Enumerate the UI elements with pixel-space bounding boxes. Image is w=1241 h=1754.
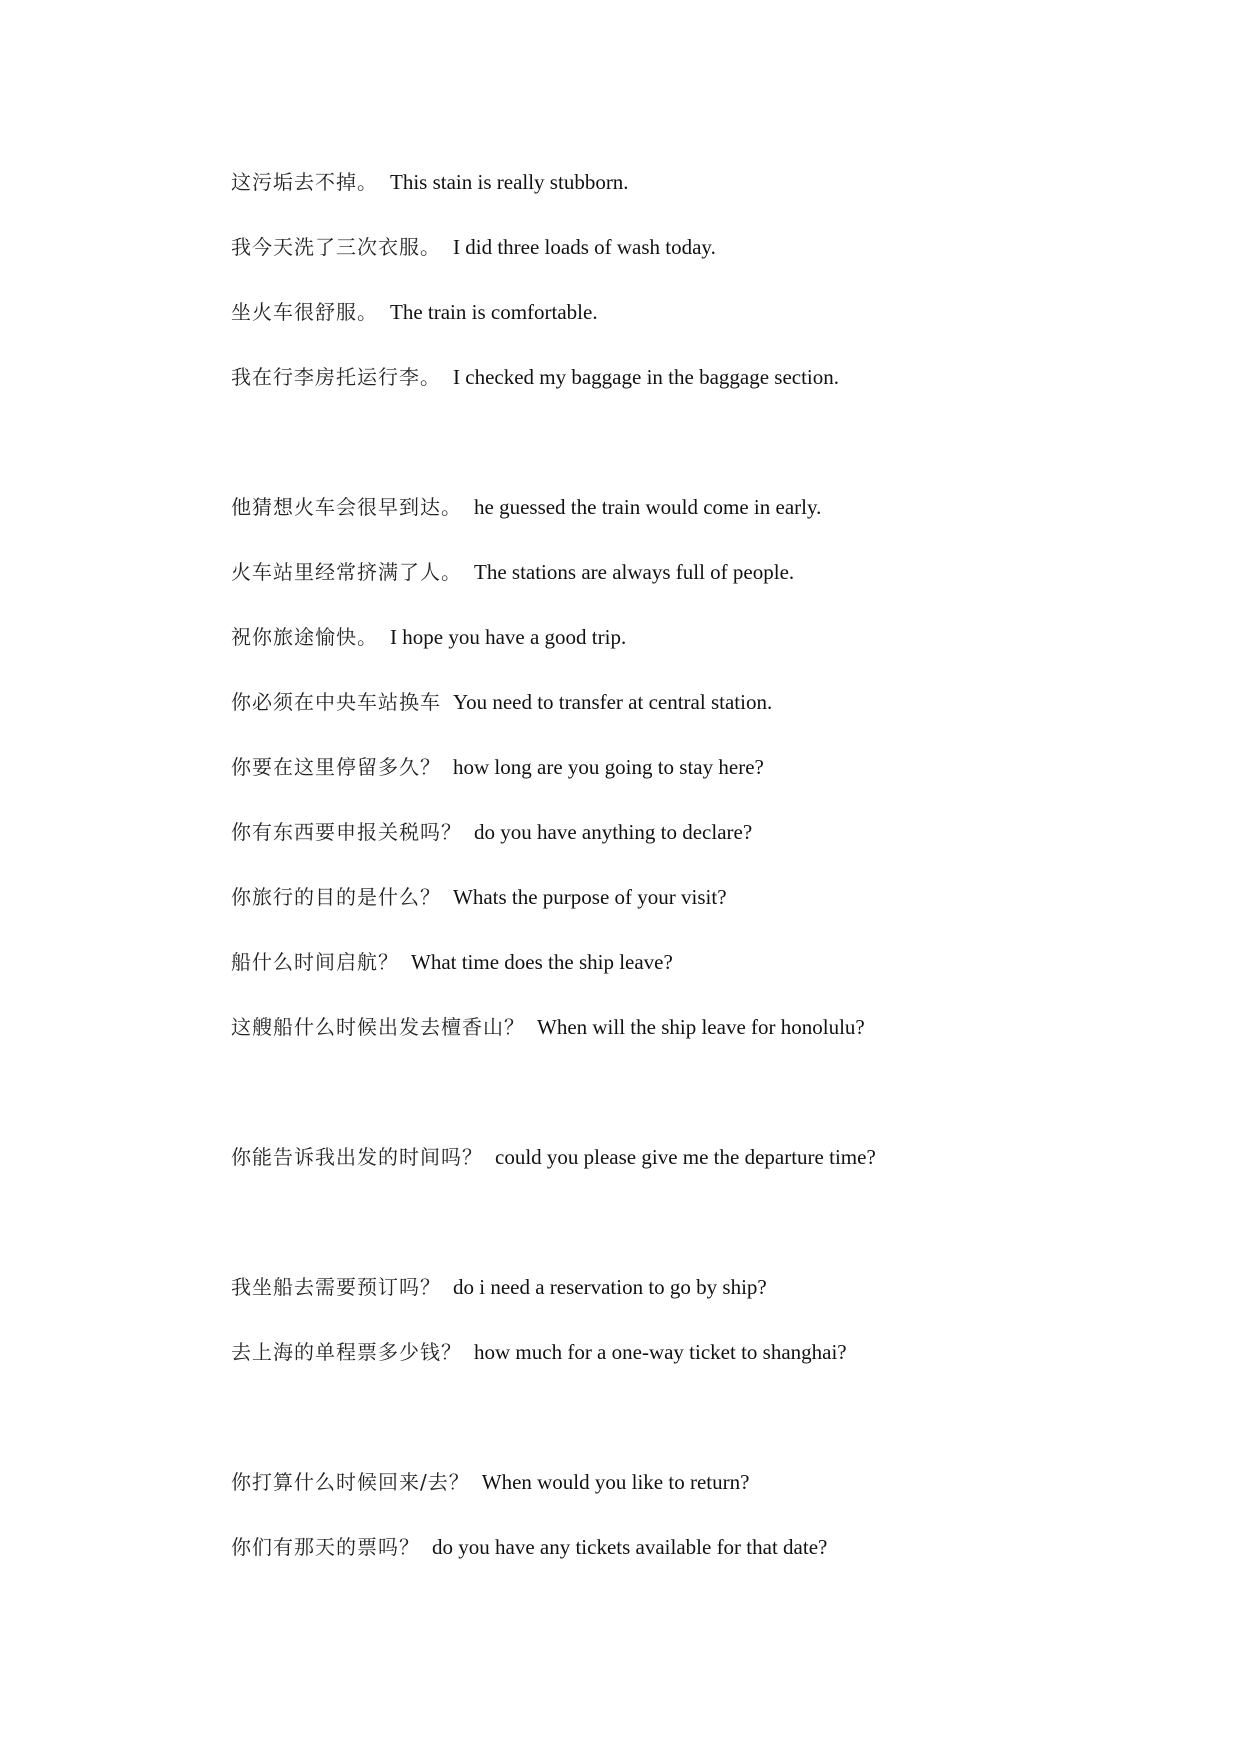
phrase-line: [231, 883, 727, 911]
phrase-line: [231, 623, 626, 651]
phrase-line: [231, 1338, 847, 1366]
phrase-line: [231, 818, 752, 846]
phrase-line: [231, 493, 821, 521]
english-text: You need to transfer at central station.: [453, 690, 773, 714]
chinese-text: 你旅行的目的是什么？: [231, 885, 441, 909]
phrase-line: [231, 233, 716, 261]
phrase-line: [231, 753, 764, 781]
phrase-line: [231, 688, 772, 716]
chinese-text: 这污垢去不掉。: [231, 170, 378, 194]
phrase-line: [231, 1013, 865, 1041]
english-text: I did three loads of wash today.: [453, 235, 716, 259]
chinese-text: 火车站里经常挤满了人。: [231, 560, 462, 584]
chinese-text: 去上海的单程票多少钱？: [231, 1340, 462, 1364]
english-text: he guessed the train would come in early.: [474, 495, 822, 519]
english-text: When would you like to return?: [481, 1470, 750, 1494]
chinese-text: 你要在这里停留多久？: [231, 755, 441, 779]
english-text: Whats the purpose of your visit?: [453, 885, 727, 909]
phrase-line: [231, 558, 794, 586]
phrase-line: [231, 948, 673, 976]
english-text: The train is comfortable.: [390, 300, 598, 324]
chinese-text: 我坐船去需要预订吗？: [231, 1275, 441, 1299]
english-text: What time does the ship leave?: [411, 950, 673, 974]
phrase-line: [231, 1143, 876, 1171]
english-text: do you have any tickets available for that date?: [432, 1535, 828, 1559]
chinese-text: 我在行李房托运行李。: [231, 365, 441, 389]
phrase-line: [231, 168, 629, 196]
phrase-line: [231, 298, 598, 326]
english-text: I hope you have a good trip.: [390, 625, 627, 649]
chinese-text: 你们有那天的票吗？: [231, 1535, 420, 1559]
phrase-line: [231, 363, 839, 391]
chinese-text: 这艘船什么时候出发去檀香山？: [231, 1015, 525, 1039]
chinese-text: 你有东西要申报关税吗？: [231, 820, 462, 844]
chinese-text: 你能告诉我出发的时间吗？: [231, 1145, 483, 1169]
phrase-line: [231, 1273, 767, 1301]
english-text: how long are you going to stay here?: [453, 755, 764, 779]
chinese-text: 你打算什么时候回来/去？: [231, 1470, 470, 1494]
chinese-text: 祝你旅途愉快。: [231, 625, 378, 649]
chinese-text: 他猜想火车会很早到达。: [231, 495, 462, 519]
english-text: do you have anything to declare?: [474, 820, 753, 844]
phrase-line: [231, 1468, 749, 1496]
chinese-text: 你必须在中央车站换车: [231, 690, 441, 714]
chinese-text: 坐火车很舒服。: [231, 300, 378, 324]
english-text: The stations are always full of people.: [474, 560, 795, 584]
chinese-text: 我今天洗了三次衣服。: [231, 235, 441, 259]
english-text: do i need a reservation to go by ship?: [453, 1275, 767, 1299]
phrase-line: [231, 1533, 827, 1561]
english-text: could you please give me the departure time?: [495, 1145, 876, 1169]
english-text: When will the ship leave for honolulu?: [537, 1015, 865, 1039]
english-text: I checked my baggage in the baggage section.: [453, 365, 840, 389]
english-text: This stain is really stubborn.: [390, 170, 629, 194]
chinese-text: 船什么时间启航？: [231, 950, 399, 974]
english-text: how much for a one-way ticket to shanghai?: [474, 1340, 847, 1364]
